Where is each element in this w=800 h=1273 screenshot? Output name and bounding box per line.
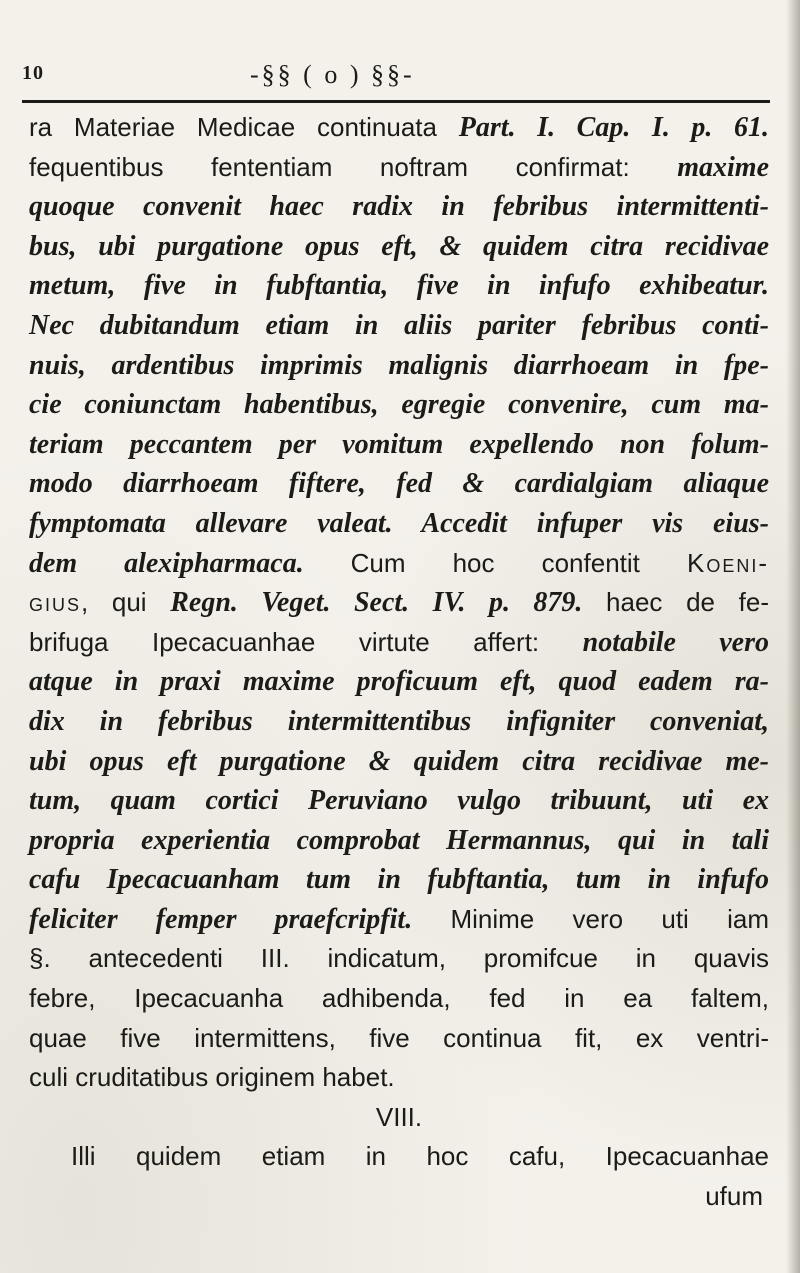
body-text	[29, 108, 769, 1217]
text-line	[29, 702, 769, 742]
text-segment: Regn. Veget. Sect. IV. p. 879.	[170, 587, 583, 619]
text-segment: Nec dubitandum etiam in aliis pariter febribus conti-	[29, 309, 769, 341]
text-line	[29, 425, 769, 465]
text-segment: quae five intermittens, five continua fit, ex ventri-	[29, 1022, 769, 1053]
text-segment: teriam peccantem per vomitum expellendo non folum-	[29, 428, 769, 460]
text-segment: bus, ubi purgatione opus eft, & quidem citra recidivae	[29, 230, 769, 262]
text-line	[29, 148, 769, 188]
text-line	[29, 266, 769, 306]
text-segment: febre, Ipecacuanha adhibenda, fed in ea faltem,	[29, 983, 769, 1014]
text-segment: modo diarrhoeam fiftere, fed & cardialgiam aliaque	[29, 468, 769, 500]
text-line	[29, 860, 769, 900]
text-line	[29, 939, 769, 979]
text-segment: nuis, ardentibus imprimis malignis diarrhoeam in fpe-	[29, 349, 769, 381]
text-line	[29, 1098, 769, 1138]
text-segment: dem alexipharmaca.	[29, 547, 351, 579]
text-segment: notabile vero	[582, 626, 769, 658]
page-edge-shadow	[786, 0, 800, 1273]
header-rule	[22, 100, 770, 103]
text-segment: cie coniunctam habentibus, egregie convenire, cum ma-	[29, 389, 769, 421]
text-segment: fequentibus fententiam noftram confirmat:	[29, 151, 678, 182]
text-segment: atque in praxi maxime proficuum eft, quod eadem ra-	[29, 666, 769, 698]
text-segment: Minime vero uti iam	[412, 903, 769, 934]
text-segment: fymptomata allevare valeat. Accedit infuper vis eius-	[29, 507, 769, 539]
text-line	[29, 1058, 769, 1098]
text-line	[29, 306, 769, 346]
page-header	[22, 62, 767, 102]
text-line	[29, 979, 769, 1019]
text-segment: brifuga Ipecacuanhae virtute affert:	[29, 626, 583, 657]
text-segment: gius	[29, 587, 82, 618]
text-segment: metum, five in fubftantia, five in infufo exhibeatur.	[29, 270, 769, 302]
text-line	[29, 227, 769, 267]
text-segment: , qui	[81, 587, 171, 618]
text-line	[29, 623, 769, 663]
running-head-ornament: -§§ ( o ) §§-	[250, 60, 415, 89]
text-segment: culi cruditatibus originem habet.	[29, 1062, 395, 1093]
text-segment: haec de fe-	[582, 587, 769, 618]
text-line	[29, 346, 769, 386]
text-line	[29, 662, 769, 702]
text-segment: ufum	[705, 1181, 763, 1212]
text-segment: ubi opus eft purgatione & quidem citra recidivae me-	[29, 745, 769, 777]
text-segment: Koeni-	[686, 547, 769, 578]
text-segment: maxime	[677, 151, 769, 183]
text-line	[29, 1137, 769, 1177]
text-segment: VIII.	[375, 1101, 423, 1132]
text-segment: ra Materiae Medicae continuata	[29, 112, 459, 142]
text-line	[29, 821, 769, 861]
text-line	[29, 781, 769, 821]
text-line	[29, 544, 769, 584]
text-segment: Illi quidem etiam in hoc cafu, Ipecacuanhae	[71, 1141, 769, 1172]
text-line	[29, 1019, 769, 1059]
text-segment: quoque convenit haec radix in febribus intermittenti-	[29, 191, 769, 223]
text-segment: Part. I. Cap. I. p. 61.	[458, 112, 769, 143]
text-line	[29, 385, 769, 425]
text-segment: tum, quam cortici Peruviano vulgo tribuunt, uti ex	[29, 785, 769, 817]
page-number: 10	[22, 62, 44, 84]
text-segment: dix in febribus intermittentibus infigniter conveniat,	[29, 705, 769, 737]
text-line	[29, 1177, 769, 1217]
text-line	[29, 742, 769, 782]
text-line	[29, 187, 769, 227]
text-line	[29, 583, 769, 623]
text-segment: cafu Ipecacuanham tum in fubftantia, tum in infufo	[29, 864, 769, 896]
text-segment: Cum hoc confentit	[350, 547, 687, 578]
text-line	[29, 464, 769, 504]
text-segment: propria experientia comprobat Hermannus, qui in tali	[29, 824, 769, 856]
text-line	[29, 900, 769, 940]
text-segment: feliciter femper praefcripfit.	[29, 903, 413, 935]
text-line	[29, 504, 769, 544]
text-line	[29, 108, 769, 148]
text-segment: §. antecedenti III. indicatum, promifcue in quavis	[29, 943, 769, 974]
